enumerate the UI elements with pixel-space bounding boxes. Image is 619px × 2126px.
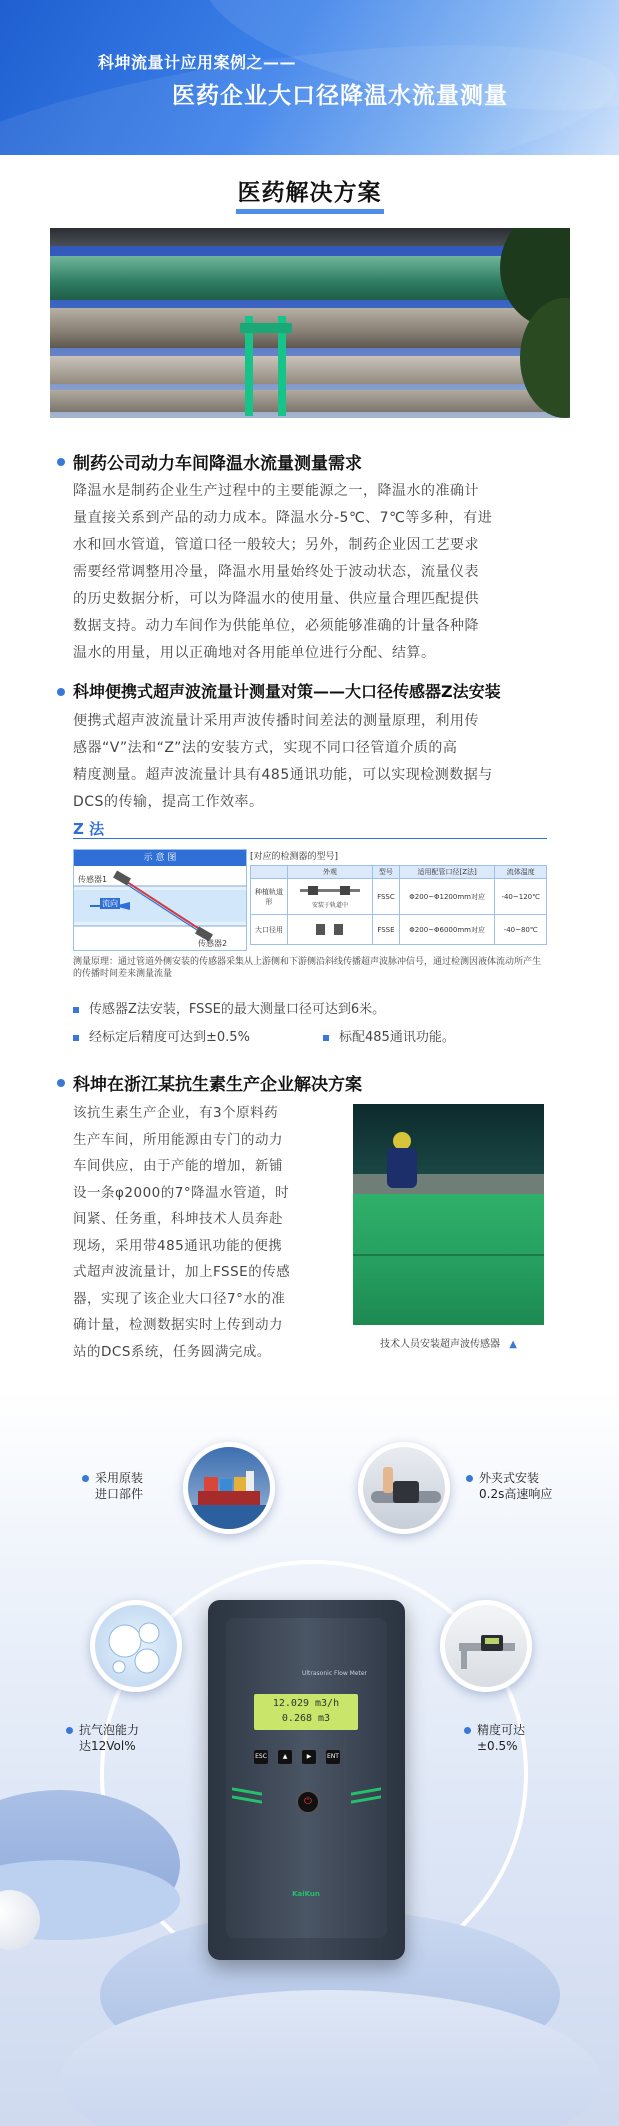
heading-bullet [57,1079,65,1087]
header-banner [0,0,619,155]
table-cell: 种植轨道形 [251,879,288,915]
pipe [50,356,570,384]
feature-dot [464,1727,471,1734]
solution-paragraph [73,708,547,816]
bullet-square [323,1035,329,1041]
table-header-row [251,866,547,879]
need-paragraph [73,478,547,667]
case-line: 确计量，检测数据实时上传到动力 [73,1317,283,1333]
table-cell: 大口径用 [251,915,288,945]
section-title: 医药解决方案 [0,180,619,214]
table-cell: FSSC [373,879,400,915]
rail-sensor-icon [300,884,360,898]
case-heading: 科坤在浙江某抗生素生产企业解决方案 [73,1075,362,1095]
large-sensor-icon [310,922,350,936]
model-table [250,865,547,945]
table-header: 型号 [373,866,400,879]
feature-dot [82,1475,89,1482]
table-cell: -40~80℃ [495,915,547,945]
solution-line: DCS的传输，提高工作效率。 [73,794,264,810]
flow-label: 流向 [102,899,118,908]
table-row [251,915,547,945]
table-cell: Φ200~Φ1200mm对应 [399,879,495,915]
case-line: 车间供应，由于产能的增加，新铺 [73,1158,283,1174]
sensor1-label: 传感器1 [78,875,108,884]
pipe [50,228,570,246]
solution-heading: 科坤便携式超声波流量计测量对策——大口径传感器Z法安装 [73,682,501,701]
installation-photo [353,1104,544,1325]
device-label: Ultrasonic Flow Meter [302,1670,368,1677]
need-line: 需要经常调整用冷量，降温水用量始终处于波动状态，流量仪表 [73,564,479,580]
diagram-header: 示 意 图 [74,850,246,866]
need-line: 降温水是制药企业生产过程中的主要能源之一，降温水的准确计 [73,483,479,499]
lcd-flow-rate: 12.029 m3/h [272,1698,340,1709]
table-header: 外观 [288,866,373,879]
table-header: 流体温度 [495,866,547,879]
feature-clamp-install: 外夹式安装 0.2s高速响应 [466,1470,552,1502]
case-paragraph [73,1100,338,1365]
need-line: 温水的用量，用以正确地对各用能单位进行分配、结算。 [73,645,436,661]
feature-bubble-resistance: 抗气泡能力 达12Vol% [66,1722,139,1754]
feature-accuracy: 精度可达 ±0.5% [464,1722,525,1754]
sensor-model-table [250,849,547,945]
lcd-display [254,1694,358,1730]
feature-import-parts: 采用原装 进口部件 [82,1470,143,1502]
table-row [251,879,547,915]
pipes-photo [50,228,570,418]
measurement-note: 测量原理：通过管道外侧安装的传感器采集从上游侧和下游侧沿斜线传播超声波脉冲信号，通过检测因液体流动所产生的传播时间差来测量流量 [73,957,542,979]
table-header: 适用配管口径[Z法] [399,866,495,879]
z-method-diagram [73,849,247,951]
z-method-rule [73,838,547,839]
cargo-ship-icon [183,1442,275,1534]
bullet-square [73,1035,79,1041]
feature-dot [66,1727,73,1734]
need-line: 量直接关系到产品的动力成本。降温水分-5℃、7℃等多种，有进 [73,510,493,526]
feature-bullet: 经标定后精度可达到±0.5% [73,1026,250,1045]
table-cell: -40~120℃ [495,879,547,915]
case-line: 现场，采用带485通讯功能的便携 [73,1237,283,1254]
up-key[interactable]: ▲ [278,1750,292,1764]
solution-line: 感器“V”法和“Z”法的安装方式，实现不同口径管道介质的高 [73,740,458,756]
need-heading: 制药公司动力车间降温水流量测量需求 [73,454,362,474]
table-caption: [对应的检测器的型号] [250,852,339,862]
bubbles-icon [90,1600,182,1692]
case-line: 生产车间，所用能源由专门的动力 [73,1131,283,1148]
feature-dot [466,1475,473,1482]
power-button[interactable]: ⏻ [296,1790,320,1814]
pipe-clamp [240,323,292,333]
lcd-total: 0.268 m3 [281,1713,331,1724]
triangle-icon: ▲ [509,1339,517,1350]
pipe [50,308,570,348]
table-cell: FSSE [373,915,400,945]
case-line: 设一条φ2000的7°降温水管道，时 [73,1184,290,1201]
ent-key[interactable]: ENT [326,1750,340,1764]
flow-meter-device [208,1600,405,1960]
solution-line: 便携式超声波流量计采用声波传播时间差法的测量原理，利用传 [73,713,479,729]
solution-line: 精度测量。超声波流量计具有485通讯功能，可以实现检测数据与 [73,767,493,783]
right-key[interactable]: ▶ [302,1750,316,1764]
case-line: 站的DCS系统，任务圆满完成。 [73,1343,271,1360]
worker-body [387,1148,417,1188]
table-cell: Φ200~Φ6000mm对应 [399,915,495,945]
banner-title: 医药企业大口径降温水流量测量 [172,83,508,109]
case-line: 该抗生素生产企业，有3个原料药 [73,1105,279,1121]
feature-bullet: 传感器Z法安装，FSSE的最大测量口径可达到6米。 [73,998,385,1017]
case-line: 式超声波流量计，加上FSSE的传感 [73,1264,291,1280]
case-line: 器，实现了该企业大口径7°水的准 [73,1290,286,1307]
product-showcase [0,1390,619,2126]
feature-bullet: 标配485通讯功能。 [323,1026,455,1045]
need-line: 的历史数据分析，可以为降温水的使用量、供应量合理匹配提供 [73,591,479,607]
photo-caption: 技术人员安装超声波传感器 ▲ [380,1339,517,1350]
pipe [50,256,570,300]
case-line: 间紧、任务重，科坤技术人员奔赴 [73,1211,283,1227]
z-method-label: Z 法 [73,820,105,838]
need-line: 水和回水管道，管道口径一般较大；另外，制药企业因工艺要求 [73,537,479,553]
pipe [50,390,570,412]
esc-key[interactable]: ESC [254,1750,268,1764]
clamp-sensor-icon [358,1442,450,1534]
bullet-square [73,1007,79,1013]
caliper-icon [440,1600,532,1692]
table-cell-appearance [288,915,373,945]
heading-bullet [57,458,65,466]
heading-bullet [57,688,65,696]
brand-logo: KaiKun [292,1890,320,1898]
need-line: 数据支持。动力车间作为供能单位，必须能够准确的计量各种降 [73,618,479,634]
banner-subtitle: 科坤流量计应用案例之—— [98,53,297,72]
sensor2-label: 传感器2 [198,939,228,948]
table-cell-appearance: 安装于轨道中 [288,879,373,915]
